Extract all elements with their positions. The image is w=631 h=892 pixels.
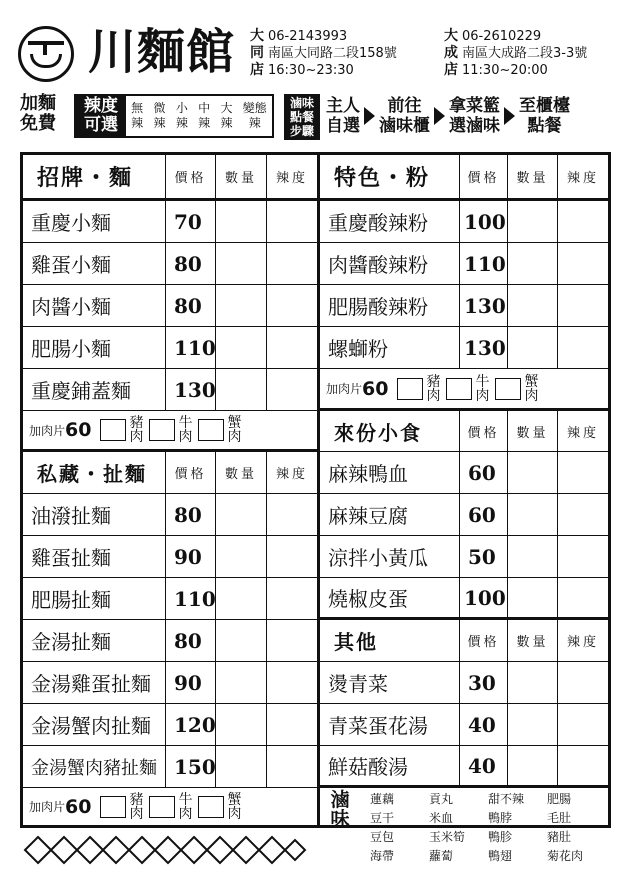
menu-row [320, 662, 608, 704]
section-title: 來份小食 [320, 411, 460, 451]
branch-hours: 11:30~20:00 [462, 63, 548, 78]
spice-cell[interactable] [267, 494, 317, 535]
menu-row [320, 201, 608, 243]
menu-row [320, 243, 608, 285]
lu-wei-item: 豆干 [370, 811, 395, 825]
spice-cell[interactable] [267, 243, 317, 284]
menu-row [23, 327, 317, 369]
lu-wei-list [370, 790, 606, 864]
addon-label: 加肉片 [326, 382, 363, 396]
menu-row [23, 620, 317, 662]
lu-wei-item: 鴨翅 [488, 849, 513, 863]
item-price: 110 [166, 578, 216, 619]
menu-row [23, 704, 317, 746]
addon-label: 加肉片 [29, 423, 66, 438]
section-header-others [320, 620, 608, 662]
menu-row [23, 494, 317, 536]
item-name: 螺螄粉 [320, 327, 460, 368]
branch-phone: 06-2143993 [268, 29, 348, 44]
branch-datong [250, 28, 397, 79]
section-title: 特色・粉 [320, 155, 460, 198]
menu-row [23, 578, 317, 620]
lu-wei-item: 鴨脖 [488, 811, 513, 825]
qty-cell[interactable] [508, 285, 558, 326]
column-spice: 辣度 [566, 425, 599, 441]
item-name: 油潑扯麵 [23, 494, 166, 535]
item-name: 涼拌小黃瓜 [320, 536, 460, 577]
item-name: 金湯扯麵 [23, 620, 166, 661]
item-name: 肥腸扯麵 [23, 578, 166, 619]
item-price: 70 [166, 201, 216, 242]
menu-row [23, 662, 317, 704]
section-title: 招牌・麵 [23, 155, 166, 198]
checkbox-pork[interactable] [100, 796, 126, 818]
column-qty: 數量 [508, 155, 558, 198]
qty-cell[interactable] [508, 536, 558, 577]
lu-wei-item: 米血 [429, 811, 454, 825]
column-qty: 數量 [216, 452, 267, 493]
spice-level: 中 辣 [198, 101, 211, 130]
spice-cell[interactable] [267, 662, 317, 703]
menu-row [320, 704, 608, 746]
menu-row [23, 243, 317, 285]
qty-cell[interactable] [216, 578, 267, 619]
spice-level: 變態 辣 [242, 101, 267, 130]
item-price: 80 [166, 243, 216, 284]
item-name: 麻辣豆腐 [320, 494, 460, 535]
qty-cell[interactable] [216, 369, 267, 410]
branch-phone: 06-2610229 [462, 29, 542, 44]
column-price: 價格 [460, 411, 508, 451]
qty-cell[interactable] [216, 285, 267, 326]
item-name: 肉醬酸辣粉 [320, 243, 460, 284]
branch-badge: 大 成 店 [444, 28, 458, 78]
column-price: 價格 [460, 155, 508, 198]
item-price: 100 [460, 578, 508, 617]
qty-cell[interactable] [508, 578, 558, 617]
checkbox-pork[interactable] [100, 419, 126, 441]
meat-option: 牛 肉 [475, 373, 490, 404]
item-price: 90 [166, 662, 216, 703]
lu-wei-item: 貢丸 [429, 792, 454, 806]
spice-cell[interactable] [267, 201, 317, 242]
meat-option: 豬 肉 [129, 415, 144, 445]
item-price: 80 [166, 620, 216, 661]
lu-wei-item: 肥腸 [547, 792, 572, 806]
item-name: 肥腸酸辣粉 [320, 285, 460, 326]
addon-price: 60 [65, 795, 92, 818]
item-name: 雞蛋小麵 [23, 243, 166, 284]
qty-cell[interactable] [216, 201, 267, 242]
lu-wei-item: 菊花肉 [547, 849, 584, 863]
item-name: 金湯雞蛋扯麵 [23, 662, 166, 703]
right-column [320, 155, 608, 830]
column-spice: 辣度 [275, 171, 308, 186]
meat-option: 豬 肉 [426, 373, 441, 404]
step-1: 主人 自選 [326, 96, 360, 136]
item-name: 燒椒皮蛋 [320, 578, 460, 617]
item-price: 100 [460, 201, 508, 242]
item-price: 60 [460, 452, 508, 493]
qty-cell[interactable] [508, 243, 558, 284]
step-2: 前往 滷味櫃 [379, 96, 430, 136]
qty-cell[interactable] [216, 620, 267, 661]
menu-row [320, 327, 608, 369]
spice-cell[interactable] [558, 578, 608, 617]
item-price: 40 [460, 704, 508, 745]
item-price: 90 [166, 536, 216, 577]
column-qty: 數量 [508, 620, 558, 661]
item-name: 青菜蛋花湯 [320, 704, 460, 745]
addon-price: 60 [362, 377, 389, 400]
menu-row [320, 452, 608, 494]
lu-wei-item: 蘿蔔 [429, 849, 454, 863]
menu-row [320, 494, 608, 536]
item-name: 肉醬小麵 [23, 285, 166, 326]
meat-option: 蟹 肉 [227, 415, 242, 445]
addon-row [320, 369, 608, 411]
lu-wei-item: 鴨胗 [488, 830, 513, 844]
arrow-right-icon [434, 107, 445, 125]
lu-wei-item: 玉米筍 [429, 830, 466, 844]
lu-steps [326, 96, 570, 136]
spice-cell[interactable] [267, 620, 317, 661]
addon-price: 60 [65, 419, 92, 441]
qty-cell[interactable] [508, 201, 558, 242]
meat-option: 牛 肉 [178, 791, 193, 822]
arrow-right-icon [364, 107, 375, 125]
spice-cell[interactable] [267, 369, 317, 410]
spice-cell[interactable] [267, 327, 317, 368]
qty-cell[interactable] [216, 662, 267, 703]
meat-option: 牛 肉 [178, 415, 193, 445]
section-header-snacks [320, 411, 608, 452]
column-qty: 數量 [508, 411, 558, 451]
column-spice: 辣度 [566, 171, 599, 186]
meat-option: 蟹 肉 [524, 373, 539, 404]
spice-cell[interactable] [267, 704, 317, 745]
branch-badge: 大 同 店 [250, 28, 264, 78]
spice-cell[interactable] [558, 704, 608, 745]
spice-cell[interactable] [558, 536, 608, 577]
spice-level: 無 辣 [131, 101, 144, 130]
menu-table [20, 152, 611, 828]
spice-level: 微 辣 [153, 101, 166, 130]
left-column [23, 155, 317, 825]
spice-cell[interactable] [558, 746, 608, 785]
knot-border-icon [20, 830, 310, 870]
item-price: 130 [460, 327, 508, 368]
item-price: 50 [460, 536, 508, 577]
section-header-private [23, 452, 317, 494]
checkbox-beef[interactable] [149, 419, 175, 441]
spice-label: 辣度 可選 [76, 96, 126, 136]
menu-row [320, 746, 608, 788]
qty-cell[interactable] [508, 452, 558, 493]
meat-option: 豬 肉 [129, 791, 144, 822]
brand-name: 川麵館 [88, 24, 236, 80]
checkbox-pork[interactable] [397, 378, 423, 400]
item-price: 130 [460, 285, 508, 326]
spice-level: 大 辣 [220, 101, 233, 130]
menu-row [23, 285, 317, 327]
qty-cell[interactable] [216, 494, 267, 535]
addon-label: 加肉片 [29, 800, 66, 814]
meat-option: 蟹 肉 [227, 791, 242, 822]
item-price: 30 [460, 662, 508, 703]
item-price: 130 [166, 369, 216, 410]
lu-wei-item: 豆包 [370, 830, 395, 844]
item-price: 80 [166, 285, 216, 326]
spice-cell[interactable] [267, 285, 317, 326]
item-name: 雞蛋扯麵 [23, 536, 166, 577]
column-qty: 數量 [216, 155, 267, 198]
section-title: 其他 [320, 620, 460, 661]
section-header-specialty [320, 155, 608, 201]
lu-wei-item: 蓮藕 [370, 792, 395, 806]
spice-cell[interactable] [558, 285, 608, 326]
checkbox-crab[interactable] [198, 419, 224, 441]
lu-wei-item: 海帶 [370, 849, 395, 863]
menu-row [23, 536, 317, 578]
qty-cell[interactable] [216, 704, 267, 745]
spice-cell[interactable] [558, 327, 608, 368]
item-price: 120 [166, 704, 216, 745]
item-name: 重慶鋪蓋麵 [23, 369, 166, 410]
column-price: 價格 [460, 620, 508, 661]
item-price: 150 [166, 746, 216, 787]
checkbox-crab[interactable] [495, 378, 521, 400]
item-name: 重慶酸辣粉 [320, 201, 460, 242]
menu-row [23, 201, 317, 243]
checkbox-beef[interactable] [149, 796, 175, 818]
item-name: 金湯蟹肉豬扯麵 [23, 746, 166, 787]
item-name: 鮮菇酸湯 [320, 746, 460, 785]
qty-cell[interactable] [216, 327, 267, 368]
arrow-right-icon [504, 107, 515, 125]
section-title: 私藏・扯麵 [23, 452, 166, 493]
branch-dacheng [444, 28, 587, 79]
addon-row [23, 411, 317, 452]
spice-cell[interactable] [558, 201, 608, 242]
addon-row [23, 788, 317, 825]
spice-cell[interactable] [558, 243, 608, 284]
menu-row [23, 746, 317, 788]
qty-cell[interactable] [216, 536, 267, 577]
column-spice: 辣度 [275, 467, 308, 482]
branch-address: 南區大成路二段3-3號 [462, 46, 588, 61]
free-noodle-note: 加麵 免費 [20, 93, 56, 134]
spice-cell[interactable] [267, 578, 317, 619]
item-name: 燙青菜 [320, 662, 460, 703]
spice-cell[interactable] [558, 662, 608, 703]
section-header-signature [23, 155, 317, 201]
spice-cell[interactable] [267, 746, 317, 787]
qty-cell[interactable] [216, 243, 267, 284]
qty-cell[interactable] [508, 746, 558, 785]
item-price: 60 [460, 494, 508, 535]
branch-hours: 16:30~23:30 [268, 63, 354, 78]
menu-row [320, 285, 608, 327]
lu-wei-item: 豬肚 [547, 830, 572, 844]
item-name: 金湯蟹肉扯麵 [23, 704, 166, 745]
step-4: 至櫃檯 點餐 [519, 96, 570, 136]
qty-cell[interactable] [508, 704, 558, 745]
item-price: 110 [460, 243, 508, 284]
lu-wei-item: 毛肚 [547, 811, 572, 825]
menu-row [320, 536, 608, 578]
lu-steps-label: 滷味 點餐 步驟 [284, 94, 320, 140]
checkbox-crab[interactable] [198, 796, 224, 818]
qty-cell[interactable] [508, 662, 558, 703]
column-spice: 辣度 [566, 635, 599, 650]
branch-address: 南區大同路二段158號 [268, 46, 397, 61]
menu-row [23, 369, 317, 411]
logo-icon [18, 26, 74, 82]
item-price: 40 [460, 746, 508, 785]
qty-cell[interactable] [508, 494, 558, 535]
spice-cell[interactable] [267, 536, 317, 577]
item-price: 80 [166, 494, 216, 535]
item-price: 110 [166, 327, 216, 368]
menu-row [320, 578, 608, 620]
item-name: 肥腸小麵 [23, 327, 166, 368]
item-name: 麻辣鴨血 [320, 452, 460, 493]
qty-cell[interactable] [216, 746, 267, 787]
checkbox-beef[interactable] [446, 378, 472, 400]
step-3: 拿菜籃 選滷味 [449, 96, 500, 136]
spice-cell[interactable] [558, 494, 608, 535]
column-price: 價格 [166, 452, 216, 493]
qty-cell[interactable] [508, 327, 558, 368]
lu-wei-title: 滷 味 [330, 788, 350, 830]
spice-options [74, 94, 274, 138]
spice-level: 小 辣 [175, 101, 188, 130]
spice-cell[interactable] [558, 452, 608, 493]
item-name: 重慶小麵 [23, 201, 166, 242]
lu-wei-item: 甜不辣 [488, 792, 525, 806]
column-price: 價格 [166, 155, 216, 198]
